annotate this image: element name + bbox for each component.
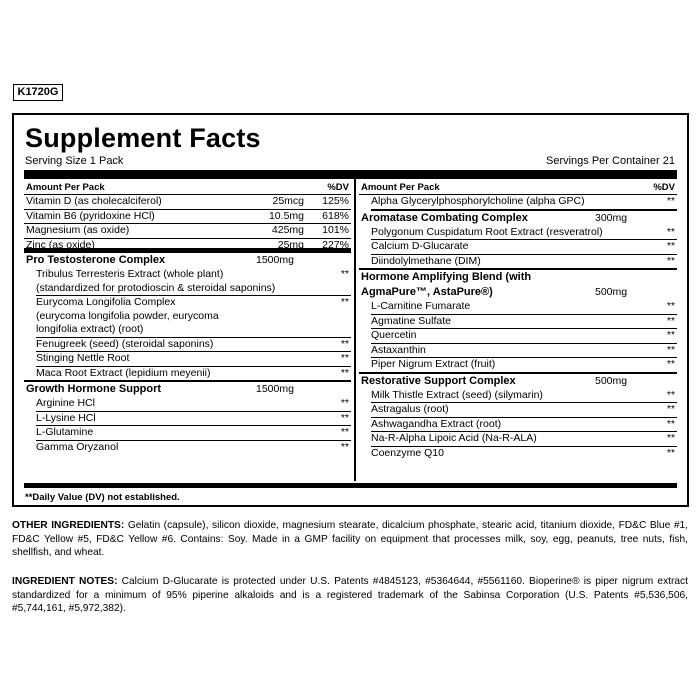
ingredient-name: Maca Root Extract (lepidium meyenii) bbox=[36, 366, 211, 379]
ingredient-name: Diindolylmethane (DIM) bbox=[371, 254, 481, 267]
serving-size: Serving Size 1 Pack bbox=[25, 155, 124, 167]
right-column bbox=[359, 181, 677, 460]
footnote-bar bbox=[24, 483, 677, 488]
ingredient-name: Calcium D-Glucarate bbox=[371, 240, 469, 252]
vitamin-row bbox=[24, 239, 351, 254]
ingredient-name: Stinging Nettle Root bbox=[36, 352, 130, 364]
ingredient-name: Polygonum Cuspidatum Root Extract (resveratrol) bbox=[371, 225, 603, 238]
other-ingredients-text: Gelatin (capsule), silicon dioxide, magnesium stearate, dicalcium phosphate, stearic acid, titanium dioxide, FD&C Blue #1, FD&C Yellow #5, FD&C Yellow #6. Contains: Soy. Made in a GMP facility on equipment that processes milk, soy, egg, peanuts, tree nuts, fish, shellfish, and wheat. bbox=[12, 520, 688, 558]
vitamin-amount: 425mg bbox=[271, 224, 304, 236]
ingredient-dv: ** bbox=[340, 397, 349, 409]
ingredient-dv: ** bbox=[666, 195, 675, 207]
ingredient-notes bbox=[12, 575, 688, 616]
ingredient-row bbox=[36, 367, 351, 381]
vitamin-row bbox=[24, 195, 351, 210]
ingredient-row bbox=[36, 338, 351, 353]
ingredient-dv: ** bbox=[666, 314, 675, 327]
ingredient-notes-text: Calcium D-Glucarate is protected under U.S. Patents #4845123, #5364644, #5561160. Bioperine® is piper nigrum extract standardized for a minimum of 95% piperine alkaloids and is a registered trademark of the Sabinsa Corporation (U.S. Patents #5,536,506, #5,744,161, #5,972,382). bbox=[12, 576, 688, 614]
vitamin-dv: 618% bbox=[322, 209, 349, 222]
ingredient-row bbox=[36, 296, 351, 338]
group-heading bbox=[24, 382, 351, 397]
ingredient-name: Eurycoma Longifolia Complex bbox=[36, 296, 176, 308]
ingredient-name: L-Glutamine bbox=[36, 426, 94, 438]
ingredient-row bbox=[36, 426, 351, 441]
panel-title: Supplement Facts bbox=[25, 123, 261, 153]
ingredient-name: Astaxanthin bbox=[371, 343, 426, 356]
ingredient-dv: ** bbox=[666, 358, 675, 370]
vitamin-dv: 101% bbox=[322, 224, 349, 236]
ingredient-name: Agmatine Sulfate bbox=[371, 314, 451, 327]
ingredient-name: Astragalus (root) bbox=[371, 403, 449, 415]
header-bar bbox=[24, 170, 677, 179]
group-name: Restorative Support Complex bbox=[361, 374, 516, 387]
ingredient-dv: ** bbox=[666, 225, 675, 238]
ingredient-row bbox=[36, 412, 351, 427]
ingredient-dv: ** bbox=[340, 296, 349, 308]
left-column-header bbox=[24, 181, 351, 195]
column-divider bbox=[354, 179, 356, 481]
ingredient-name: Alpha Glycerylphosphorylcholine (alpha GPC) bbox=[371, 195, 585, 207]
ingredient-dv: ** bbox=[340, 440, 349, 453]
group-heading bbox=[359, 374, 677, 389]
group-amount: 1500mg bbox=[256, 254, 294, 266]
vitamin-name: Magnesium (as oxide) bbox=[26, 224, 130, 236]
ingredient-row bbox=[371, 300, 677, 315]
ingredient-row bbox=[36, 352, 351, 367]
ingredient-row bbox=[371, 195, 677, 211]
ingredient-name: Arginine HCl bbox=[36, 397, 95, 409]
vitamin-name: Vitamin D (as cholecalciferol) bbox=[26, 195, 162, 207]
group-amount: 500mg bbox=[595, 286, 628, 298]
ingredient-name: Milk Thistle Extract (seed) (silymarin) bbox=[371, 388, 543, 401]
ingredient-row bbox=[371, 344, 677, 359]
ingredient-name: Ashwagandha Extract (root) bbox=[371, 417, 502, 430]
ingredient-dv: ** bbox=[340, 411, 349, 424]
ingredient-row bbox=[36, 441, 351, 455]
ingredient-dv: ** bbox=[340, 366, 349, 379]
ingredient-name: L-Carnitine Fumarate bbox=[371, 300, 471, 312]
group-heading bbox=[359, 270, 677, 285]
ingredient-dv: ** bbox=[666, 417, 675, 430]
group-name: Pro Testosterone Complex bbox=[26, 254, 166, 266]
ingredient-row bbox=[36, 397, 351, 412]
ingredient-row bbox=[371, 255, 677, 269]
ingredient-row bbox=[371, 240, 677, 255]
ingredient-name: L-Lysine HCl bbox=[36, 411, 96, 424]
amount-per-pack-label: Amount Per Pack bbox=[26, 182, 105, 193]
vitamin-name: Vitamin B6 (pyridoxine HCl) bbox=[26, 209, 155, 222]
ingredient-dv: ** bbox=[666, 240, 675, 252]
ingredient-name: (eurycoma longifolia powder, eurycoma bbox=[36, 309, 219, 322]
supplement-facts-panel bbox=[12, 113, 689, 507]
left-column bbox=[24, 181, 351, 454]
vitamin-row bbox=[24, 210, 351, 225]
group-heading-line2 bbox=[359, 285, 677, 300]
ingredient-row bbox=[371, 447, 677, 461]
group-name: Growth Hormone Support bbox=[26, 383, 162, 395]
vitamin-amount: 25mg bbox=[277, 238, 304, 251]
other-ingredients-label: OTHER INGREDIENTS: bbox=[12, 520, 125, 531]
ingredient-name: Quercetin bbox=[371, 329, 417, 341]
ingredient-name: Tribulus Terresteris Extract (whole plant) bbox=[36, 268, 224, 280]
ingredient-row bbox=[371, 418, 677, 433]
ingredient-notes-label: INGREDIENT NOTES: bbox=[12, 576, 118, 587]
ingredient-name: Coenzyme Q10 bbox=[371, 446, 444, 459]
ingredient-dv: ** bbox=[666, 300, 675, 312]
vitamin-row bbox=[24, 224, 351, 239]
ingredient-row bbox=[371, 358, 677, 372]
ingredient-dv: ** bbox=[340, 426, 349, 438]
vitamin-dv: 227% bbox=[322, 238, 349, 251]
group-name: Hormone Amplifying Blend (with bbox=[361, 271, 532, 283]
ingredient-dv: ** bbox=[666, 446, 675, 459]
ingredient-row bbox=[371, 432, 677, 447]
group-name: AgmaPure™, AstaPure®) bbox=[361, 286, 493, 298]
vitamin-amount: 25mcg bbox=[272, 195, 304, 207]
ingredient-dv: ** bbox=[666, 403, 675, 415]
ingredient-row bbox=[36, 268, 351, 296]
vitamin-amount: 10.5mg bbox=[268, 209, 304, 222]
ingredient-dv: ** bbox=[666, 388, 675, 401]
ingredient-row bbox=[371, 389, 677, 404]
ingredient-row bbox=[371, 315, 677, 330]
ingredient-dv: ** bbox=[340, 268, 349, 280]
ingredient-name: Gamma Oryzanol bbox=[36, 440, 119, 453]
servings-per-container: Servings Per Container 21 bbox=[545, 155, 675, 167]
vitamin-name: Zinc (as oxide) bbox=[26, 238, 95, 251]
group-amount: 300mg bbox=[595, 211, 628, 224]
ingredient-row bbox=[371, 403, 677, 418]
product-code: K1720G bbox=[13, 84, 63, 101]
ingredient-name: (standardized for protodioscin & steroidal saponins) bbox=[36, 281, 276, 294]
ingredient-name: longifolia extract) (root) bbox=[36, 323, 144, 335]
group-name: Aromatase Combating Complex bbox=[361, 211, 528, 224]
group-amount: 1500mg bbox=[256, 383, 294, 395]
amount-per-pack-label: Amount Per Pack bbox=[361, 182, 440, 193]
ingredient-row bbox=[371, 329, 677, 344]
group-heading bbox=[24, 253, 351, 268]
ingredient-name: Fenugreek (seed) (steroidal saponins) bbox=[36, 337, 214, 350]
group-amount: 500mg bbox=[595, 374, 628, 387]
ingredient-dv: ** bbox=[666, 254, 675, 267]
right-column-header bbox=[359, 181, 677, 195]
ingredient-row bbox=[371, 226, 677, 241]
dv-label: %DV bbox=[653, 182, 675, 193]
other-ingredients bbox=[12, 519, 688, 560]
vitamin-dv: 125% bbox=[322, 195, 349, 207]
footnote: **Daily Value (DV) not established. bbox=[25, 492, 180, 503]
ingredient-name: Piper Nigrum Extract (fruit) bbox=[371, 358, 496, 370]
ingredient-dv: ** bbox=[340, 352, 349, 364]
ingredient-dv: ** bbox=[666, 329, 675, 341]
ingredient-dv: ** bbox=[666, 343, 675, 356]
ingredient-name: Na-R-Alpha Lipoic Acid (Na-R-ALA) bbox=[371, 432, 537, 444]
ingredient-dv: ** bbox=[666, 432, 675, 444]
group-heading bbox=[359, 211, 677, 226]
dv-label: %DV bbox=[327, 182, 349, 193]
ingredient-dv: ** bbox=[340, 337, 349, 350]
